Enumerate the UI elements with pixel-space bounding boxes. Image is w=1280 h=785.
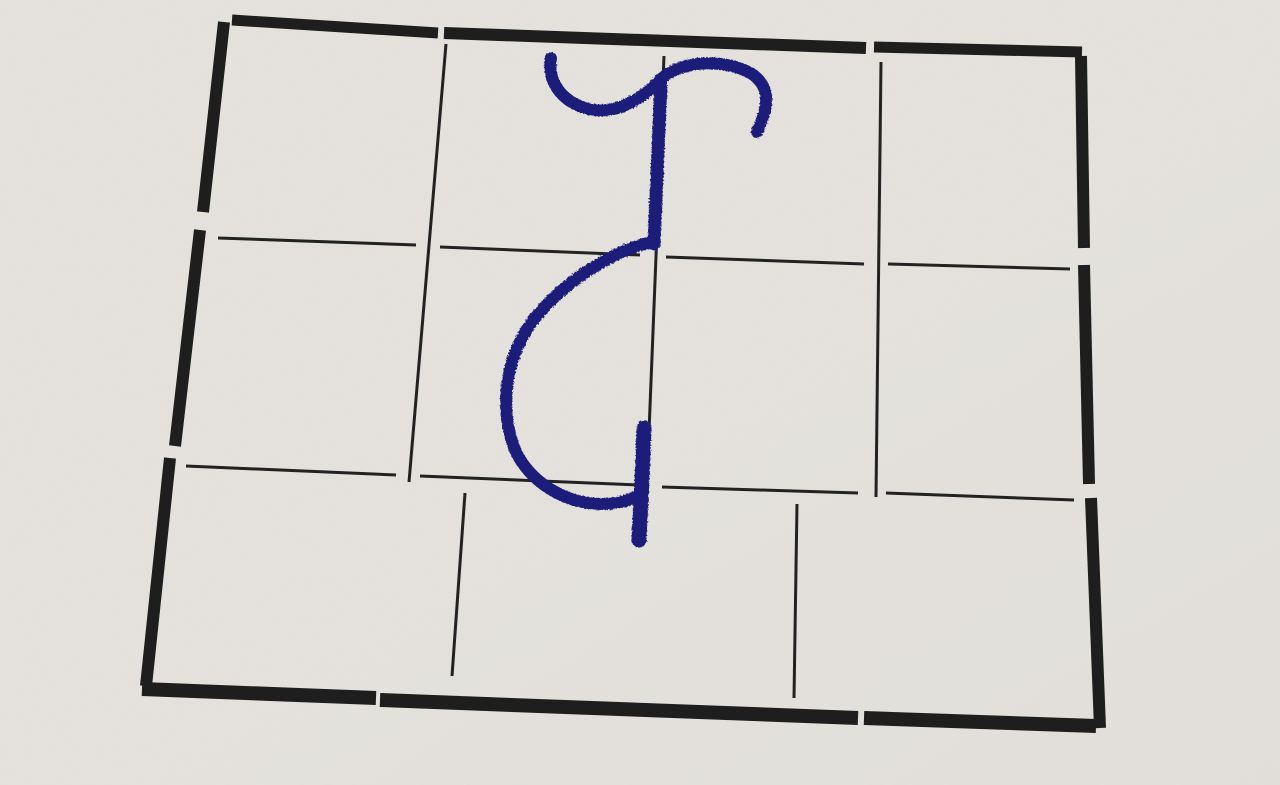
frame-bottom-segment xyxy=(864,718,1096,726)
letter-stem xyxy=(654,82,661,244)
frame-top-segment xyxy=(874,47,1082,52)
letter-tail xyxy=(639,428,644,540)
frame-right-segment xyxy=(1084,265,1089,484)
frame-right-segment xyxy=(1081,56,1084,248)
frame-bottom-segment xyxy=(142,689,376,698)
